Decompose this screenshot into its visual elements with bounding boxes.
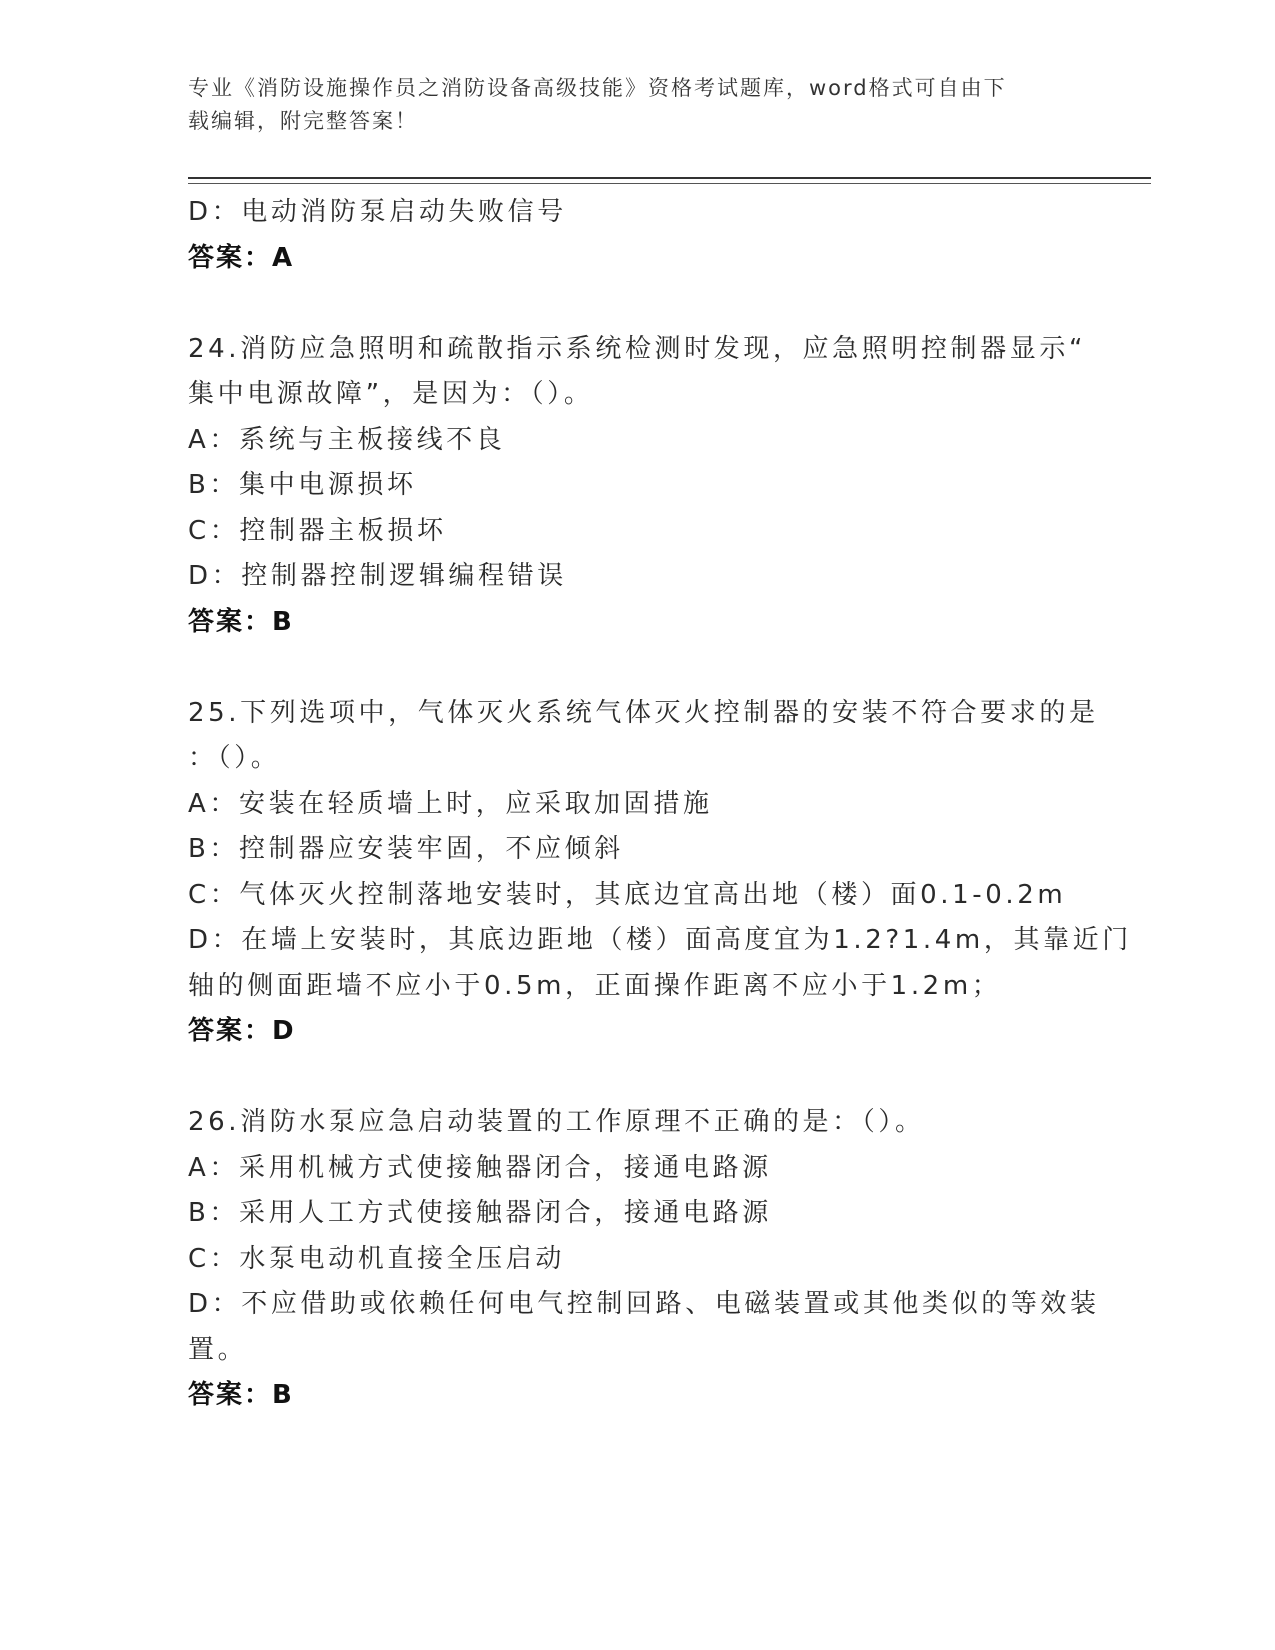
question-26-stem: 26.消防水泵应急启动装置的工作原理不正确的是：（）。: [188, 1107, 925, 1137]
question-26-option-a: A：采用机械方式使接触器闭合，接通电路源: [188, 1152, 772, 1183]
spacer: [188, 645, 1088, 691]
question-24-option-a: A：系统与主板接线不良: [188, 424, 506, 455]
question-25-answer: 答案：D: [188, 1016, 296, 1046]
header-line-2: 载编辑，附完整答案！: [188, 109, 418, 133]
question-24-answer: 答案：B: [188, 606, 294, 637]
question-24: [188, 327, 1088, 646]
question-24-option-b: B：集中电源损坏: [188, 470, 417, 500]
header-divider-thin: [188, 183, 1151, 184]
question-25-option-a: A：安装在轻质墙上时，应采取加固措施: [188, 788, 713, 819]
question-24-stem-line-2: 集中电源故障”，是因为：（）。: [188, 379, 594, 409]
question-25-option-c: C：气体灭火控制落地安装时，其底边宜高出地（楼）面0.1-0.2m: [188, 879, 1067, 910]
question-26-option-d-line-1: D：不应借助或依赖任何电气控制回路、电磁装置或其他类似的等效装: [188, 1289, 1100, 1319]
question-25: [188, 691, 1132, 1055]
prev-answer: 答案：A: [188, 242, 295, 273]
header-divider-thick: [188, 177, 1151, 179]
question-25-option-d-line-1: D：在墙上安装时，其底边距地（楼）面高度宜为1.2?1.4m，其靠近门: [188, 925, 1132, 955]
question-26-option-d-line-2: 置。: [188, 1334, 248, 1365]
document-header: [188, 72, 1068, 138]
question-25-option-b: B：控制器应安装牢固，不应倾斜: [188, 834, 624, 864]
spacer: [188, 281, 1088, 327]
header-line-1: 专业《消防设施操作员之消防设备高级技能》资格考试题库，word格式可自由下: [188, 76, 1007, 100]
question-26-option-c: C：水泵电动机直接全压启动: [188, 1243, 565, 1274]
prev-option-d: D：电动消防泵启动失败信号: [188, 197, 567, 227]
spacer: [188, 1055, 1088, 1101]
question-26: [188, 1100, 1100, 1419]
question-26-option-b: B：采用人工方式使接触器闭合，接通电路源: [188, 1198, 772, 1228]
question-24-stem-line-1: 24.消防应急照明和疏散指示系统检测时发现，应急照明控制器显示“: [188, 333, 1087, 364]
question-26-answer: 答案：B: [188, 1380, 294, 1410]
question-25-option-d-line-2: 轴的侧面距墙不应小于0.5m，正面操作距离不应小于1.2m；: [188, 970, 1002, 1001]
document-body: [188, 190, 1132, 1419]
question-25-stem-line-1: 25.下列选项中，气体灭火系统气体灭火控制器的安装不符合要求的是: [188, 697, 1099, 728]
question-25-stem-line-2: ：（）。: [188, 743, 281, 773]
question-24-option-c: C：控制器主板损坏: [188, 515, 447, 546]
question-24-option-d: D：控制器控制逻辑编程错误: [188, 561, 567, 591]
